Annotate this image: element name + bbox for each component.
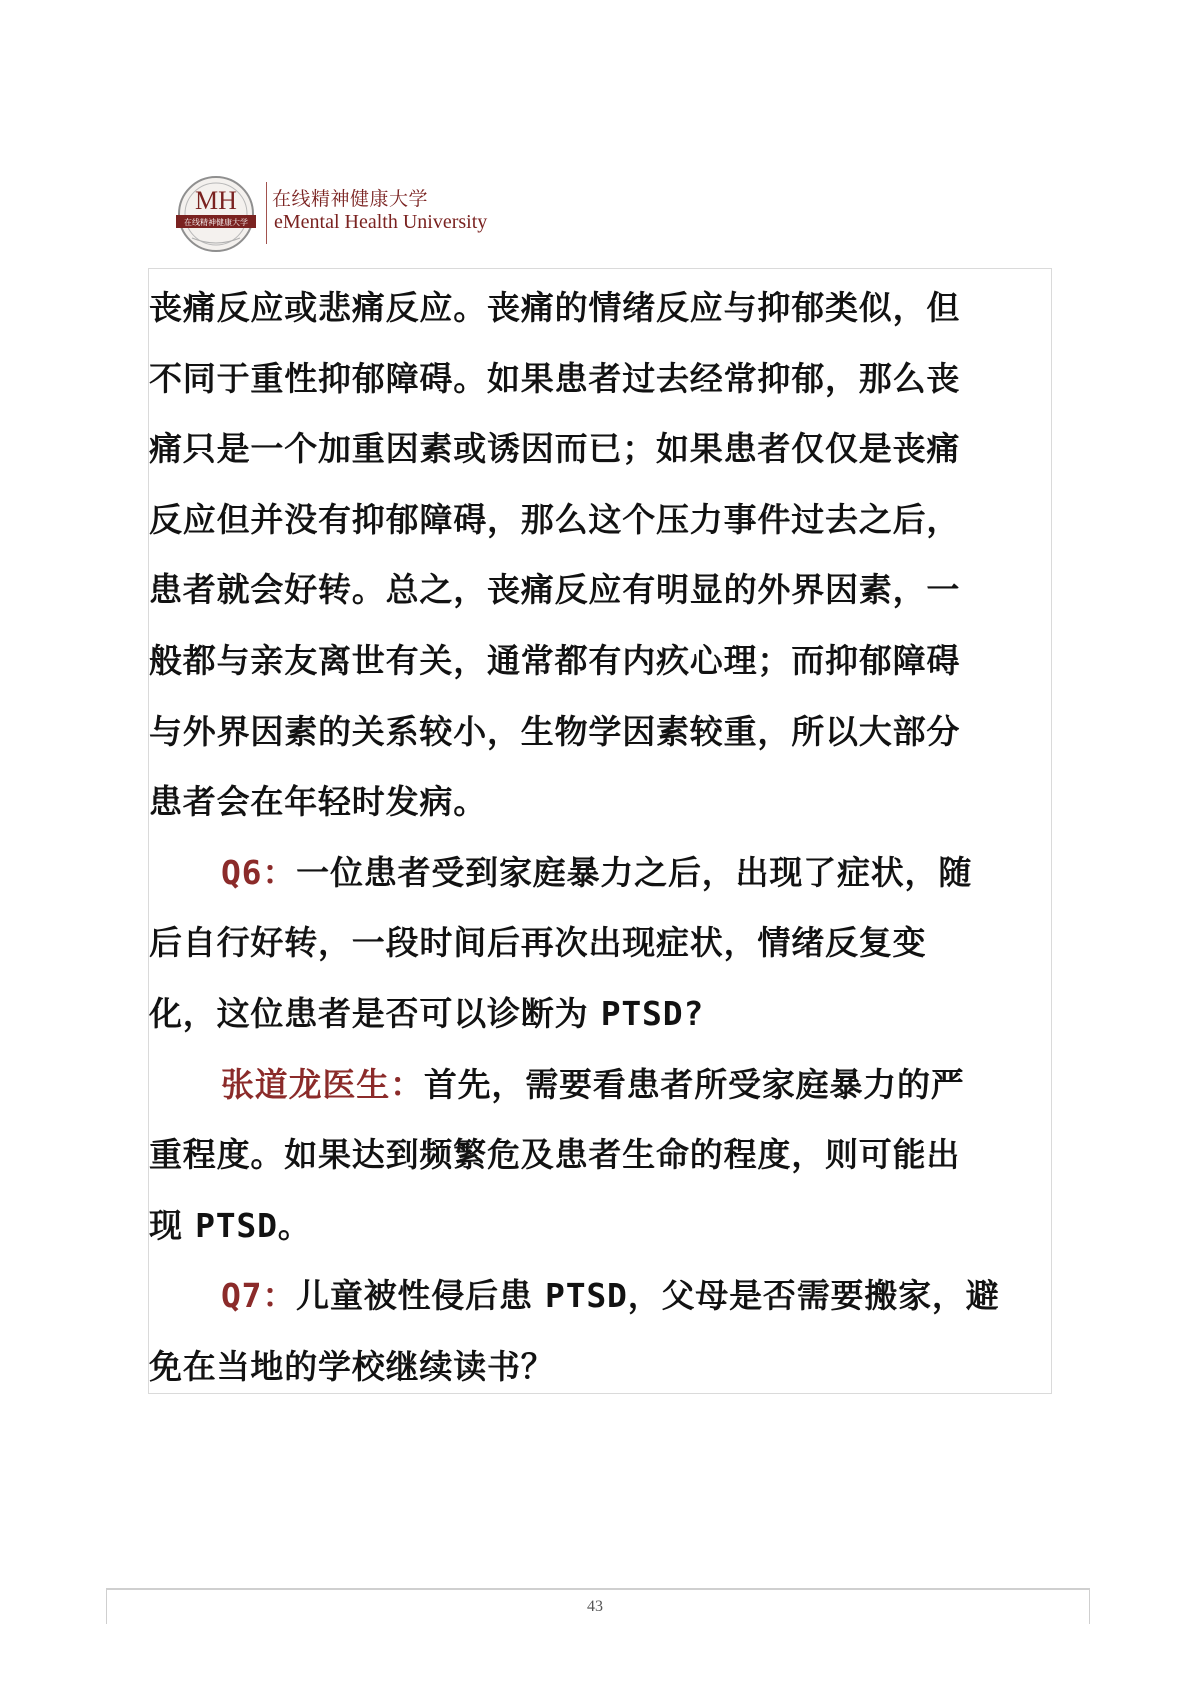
- svg-text:MH: MH: [195, 186, 237, 215]
- paragraph-line: 不同于重性抑郁障碍。如果患者过去经常抑郁，那么丧: [149, 358, 961, 398]
- question-label: Q6：: [221, 852, 297, 892]
- answer-line: [149, 1191, 1041, 1262]
- university-seal-logo: [176, 174, 256, 254]
- logo-divider: [266, 182, 267, 244]
- header-logo: [168, 174, 508, 254]
- question-line: [149, 979, 1041, 1050]
- content-frame: [148, 268, 1052, 1394]
- answer-text: 首先，需要看患者所受家庭暴力的严: [423, 1064, 965, 1104]
- paragraph-line: 般都与亲友离世有关，通常都有内疚心理；而抑郁障碍: [149, 640, 961, 680]
- term-ptsd: PTSD: [195, 1205, 278, 1245]
- paragraph-line: 与外界因素的关系较小，生物学因素较重，所以大部分: [149, 711, 961, 751]
- footer-rule: [106, 1588, 1090, 1590]
- speaker-label: 张道龙医生：: [221, 1064, 424, 1104]
- term-ptsd: PTSD?: [600, 993, 705, 1033]
- answer-text: 现: [149, 1205, 196, 1245]
- question-text: 儿童被性侵后患: [296, 1276, 546, 1316]
- question-line: 后自行好转，一段时间后再次出现症状，情绪反复变: [149, 923, 927, 963]
- question-q7: [149, 1261, 1041, 1332]
- svg-text:在线精神健康大学: 在线精神健康大学: [184, 218, 248, 227]
- answer-text: 。: [277, 1205, 312, 1245]
- answer-line: 重程度。如果达到频繁危及患者生命的程度，则可能出: [149, 1135, 961, 1175]
- page-number: 43: [587, 1598, 603, 1615]
- paragraph-line: 患者就会好转。总之，丧痛反应有明显的外界因素，一: [149, 570, 961, 610]
- question-text: ，父母是否需要搬家，避: [627, 1276, 1000, 1316]
- body-text: [149, 273, 1041, 1403]
- paragraph-line: 痛只是一个加重因素或诱因而已；如果患者仅仅是丧痛: [149, 429, 961, 469]
- university-name-en: eMental Health University: [274, 211, 488, 233]
- paragraph-line: 反应但并没有抑郁障碍，那么这个压力事件过去之后，: [149, 499, 961, 539]
- term-ptsd: PTSD: [545, 1276, 628, 1316]
- university-name-cn: 在线精神健康大学: [272, 188, 429, 210]
- question-label: Q7：: [221, 1276, 297, 1316]
- paragraph-line: 患者会在年轻时发病。: [149, 782, 487, 822]
- question-text: 化，这位患者是否可以诊断为: [149, 993, 601, 1033]
- question-q6: [149, 838, 1041, 909]
- paragraph-line: 丧痛反应或悲痛反应。丧痛的情绪反应与抑郁类似，但: [149, 288, 961, 327]
- question-line: 免在当地的学校继续读书？: [149, 1346, 555, 1386]
- answer-paragraph: [149, 1050, 1041, 1121]
- question-text: 一位患者受到家庭暴力之后，出现了症状，随: [296, 852, 973, 892]
